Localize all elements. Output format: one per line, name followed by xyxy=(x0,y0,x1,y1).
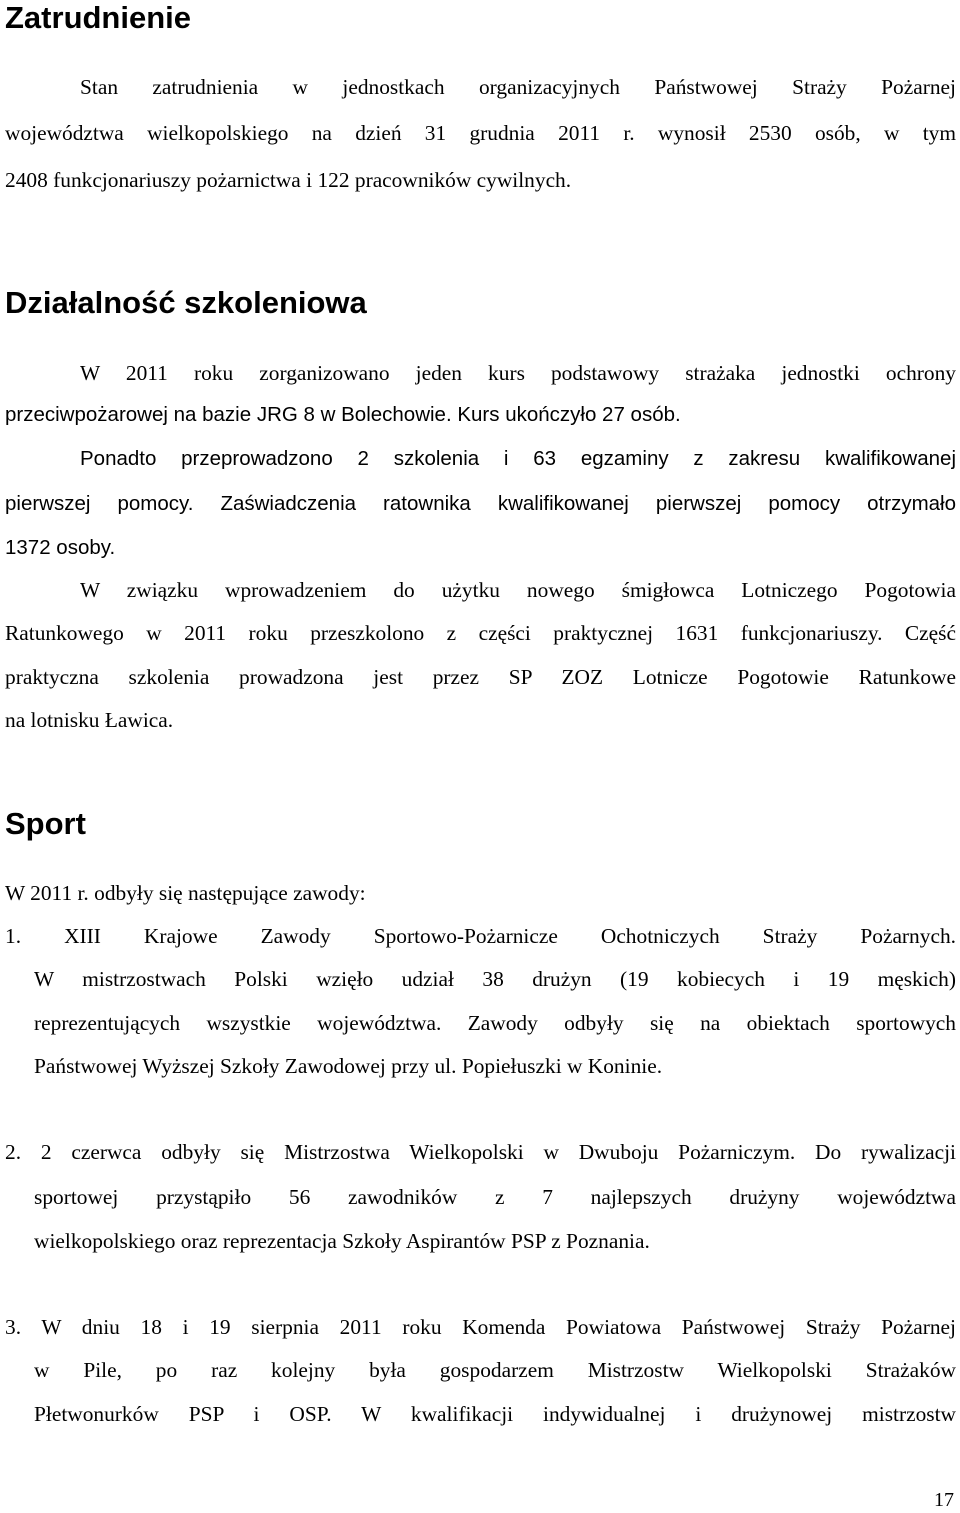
paragraph-line: Ponadto przeprowadzono 2 szkolenia i 63 egzaminy z zakresu kwalifikowanej xyxy=(80,447,956,470)
list-item-line: 3. W dniu 18 i 19 sierpnia 2011 roku Komenda Powiatowa Państwowej Straży Pożarnej xyxy=(5,1315,956,1339)
list-item-line: W mistrzostwach Polski wzięło udział 38 drużyn (19 kobiecych i 19 męskich) xyxy=(34,967,956,991)
paragraph-line: pierwszej pomocy. Zaświadczenia ratownika kwalifikowanej pierwszej pomocy otrzymało xyxy=(5,492,956,515)
heading-szkoleniowa: Działalność szkoleniowa xyxy=(5,285,367,320)
list-item-line: wielkopolskiego oraz reprezentacja Szkoły Aspirantów PSP z Poznania. xyxy=(34,1229,650,1253)
list-item-line: w Pile, po raz kolejny była gospodarzem Mistrzostw Wielkopolski Strażaków xyxy=(34,1358,956,1382)
list-item-line: Płetwonurków PSP i OSP. W kwalifikacji indywidualnej i drużynowej mistrzostw xyxy=(34,1402,956,1426)
list-item-line: reprezentujących wszystkie województwa. Zawody odbyły się na obiektach sportowych xyxy=(34,1011,956,1035)
list-item-line: sportowej przystąpiło 56 zawodników z 7 najlepszych drużyny województwa xyxy=(34,1185,956,1209)
paragraph-line: W związku wprowadzeniem do użytku nowego śmigłowca Lotniczego Pogotowia xyxy=(80,578,956,602)
page-number: 17 xyxy=(934,1489,954,1511)
paragraph-line: na lotnisku Ławica. xyxy=(5,708,174,732)
heading-zatrudnienie: Zatrudnienie xyxy=(5,0,192,35)
sport-intro: W 2011 r. odbyły się następujące zawody: xyxy=(5,881,366,905)
list-item-line: 2. 2 czerwca odbyły się Mistrzostwa Wielkopolski w Dwuboju Pożarniczym. Do rywalizacji xyxy=(5,1140,956,1164)
paragraph-line: Ratunkowego w 2011 roku przeszkolono z części praktycznej 1631 funkcjonariuszy. Część xyxy=(5,621,956,645)
paragraph-line: Stan zatrudnienia w jednostkach organizacyjnych Państwowej Straży Pożarnej xyxy=(80,75,956,99)
paragraph-line: 2408 funkcjonariuszy pożarnictwa i 122 pracowników cywilnych. xyxy=(5,168,572,192)
paragraph-line: 1372 osoby. xyxy=(5,536,116,559)
list-item-line: Państwowej Wyższej Szkoły Zawodowej przy ul. Popiełuszki w Koninie. xyxy=(34,1054,663,1078)
heading-sport: Sport xyxy=(5,806,86,841)
paragraph-line: przeciwpożarowej na bazie JRG 8 w Bolechowie. Kurs ukończyło 27 osób. xyxy=(5,403,681,426)
paragraph-line: województwa wielkopolskiego na dzień 31 grudnia 2011 r. wynosił 2530 osób, w tym xyxy=(5,121,956,145)
list-item-line: 1. XIII Krajowe Zawody Sportowo-Pożarnicze Ochotniczych Straży Pożarnych. xyxy=(5,924,956,948)
paragraph-line: praktyczna szkolenia prowadzona jest przez SP ZOZ Lotnicze Pogotowie Ratunkowe xyxy=(5,665,956,689)
paragraph-line: W 2011 roku zorganizowano jeden kurs podstawowy strażaka jednostki ochrony xyxy=(80,361,956,385)
